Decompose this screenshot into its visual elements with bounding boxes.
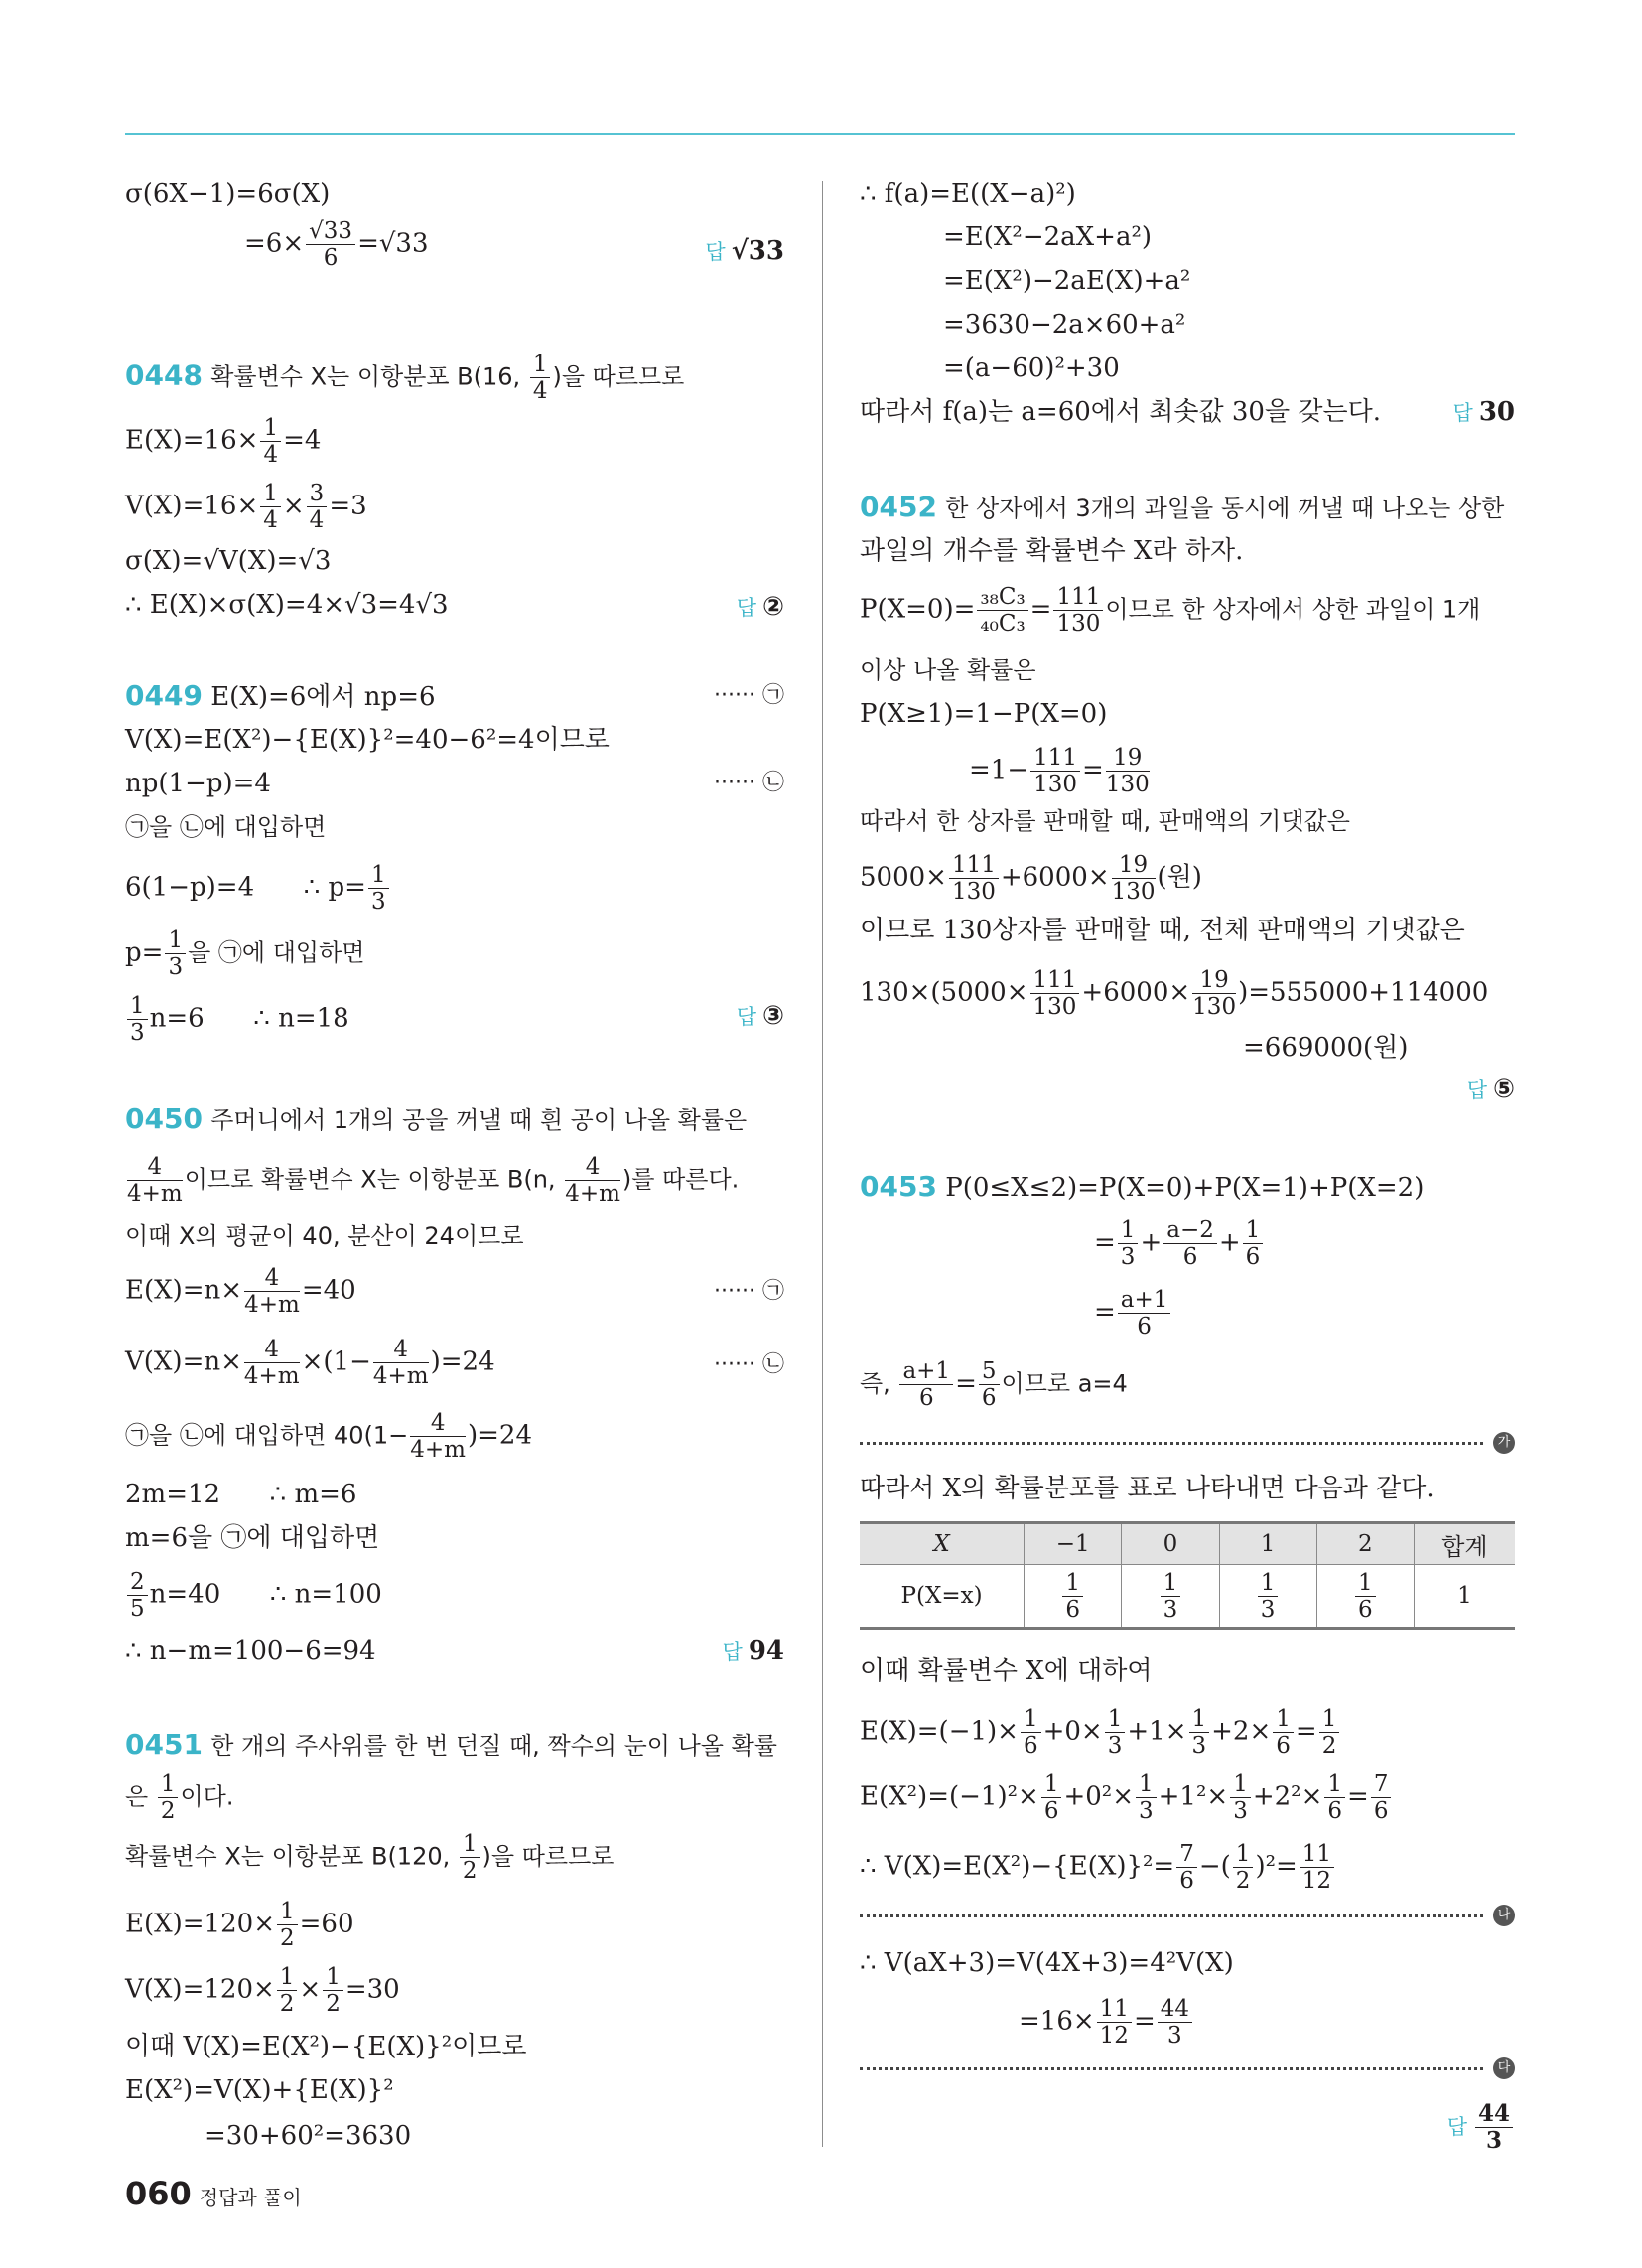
table-header: 0 [1122,1523,1219,1565]
p451-r6: 따라서 f(a)는 a=60에서 최솟값 30을 갖는다. [860,397,1381,427]
p450-mark-b: ······ ㉡ [714,1352,784,1377]
table-cell: $\frac{1}{6}$ [1025,1565,1122,1629]
p449-mark-b: ······ ㉡ [714,771,784,795]
p451-r3: =E(X²)−2aE(X)+a² [943,266,1191,296]
p451-r2: =E(X²−2aX+a²) [943,222,1153,252]
p451-line2: 은 $\frac{1}{2}$ 이다. [125,1772,234,1824]
p453-line4: 즉, $\frac{a+1}{6}$ = $\frac{5}{6}$ 이므로 a=4 [860,1358,1128,1411]
p448-intro: 0448 확률변수 X는 이항분포 B(16, $\frac{1}{4}$ )을 따르므로 [125,352,685,404]
p451-line8: =30+60²=3630 [205,2121,412,2151]
step-badge: 다 [1493,2057,1515,2079]
table-row [860,1565,1515,1629]
p449-line2: V(X)=E(X²)−{E(X)}²=40−6²=4이므로 [125,725,610,755]
column-divider [822,181,823,2147]
table-header: 합계 [1414,1523,1515,1565]
p452-line4: 이상 나올 확률은 [860,656,1036,684]
p452-line6: =1− $\frac{111}{130}$ = $\frac{19}{130}$ [969,745,1150,797]
p448-sigma: σ(X)=√V(X)=√3 [125,546,332,576]
p452-answer: 답 ⑤ [1466,1074,1515,1104]
p453-line6: 이때 확률변수 X에 대하여 [860,1656,1153,1686]
table-header: X [860,1523,1025,1565]
p451-intro: 0451 한 개의 주사위를 한 번 던질 때, 짝수의 눈이 나올 확률 [125,1728,777,1761]
table-header: 2 [1316,1523,1414,1565]
p452-line10: 130×(5000× $\frac{111}{130}$ +6000× $\frac{19}{130}$ )=555000+114000 [860,967,1489,1020]
p451-r5: =(a−60)²+30 [943,354,1120,383]
dotted-separator [860,1914,1483,1917]
p452-line8: 5000× $\frac{111}{130}$ +6000× $\frac{19}{130}$ (원) [860,852,1202,905]
p453-final1: ∴ V(aX+3)=V(4X+3)=4²V(X) [860,1948,1234,1978]
table-cell: P(X=x) [860,1565,1025,1629]
p447-line1: σ(6X−1)=6σ(X) [125,179,331,209]
page-number: 060 [125,2175,192,2212]
p451-answer: 답 30 [1452,397,1515,427]
p451-r1: ∴ f(a)=E((X−a)²) [860,179,1076,209]
p452-line3: P(X=0)= $\frac{\text{₃₈C₃}}{\text{₄₀C₃}}$ = $\frac{111}{130}$ 이므로 한 상자에서 상한 과일이 1개 [860,584,1481,637]
p449-line4: ㉠을 ㉡에 대입하면 [125,813,327,841]
p453-final2: =16× $\frac{11}{12}$ = $\frac{44}{3}$ [1019,1996,1194,2049]
p450-mark-a: ······ ㉠ [714,1279,784,1304]
p453-line1: 0453 P(0≤X≤2)=P(X=0)+P(X=1)+P(X=2) [860,1170,1425,1203]
table-cell: $\frac{1}{6}$ [1316,1565,1414,1629]
p450-intro: 0450 주머니에서 1개의 공을 꺼낼 때 흰 공이 나올 확률은 [125,1102,748,1135]
p453-line5: 따라서 X의 확률분포를 표로 나타내면 다음과 같다. [860,1474,1435,1503]
p453-expectation: E(X)=(−1)× $\frac{1}{6}$ +0× $\frac{1}{3}$ +1× $\frac{1}{3}$ +2× $\frac{1}{6}$ = $\frac{1}{2}$ [860,1706,1341,1759]
table-header: 1 [1219,1523,1316,1565]
p450-line2: 이때 X의 평균이 40, 분산이 24이므로 [125,1222,524,1250]
p453-line3: = $\frac{a+1}{6}$ [1094,1287,1172,1340]
probability-table [860,1521,1515,1630]
page-footer [125,2175,302,2212]
p451-r4: =3630−2a×60+a² [943,310,1186,340]
p451-expectation: E(X)=120× $\frac{1}{2}$ =60 [125,1899,354,1951]
p452-line9: 이므로 130상자를 판매할 때, 전체 판매액의 기댓값은 [860,916,1465,945]
table-cell: 1 [1414,1565,1515,1629]
p452-intro: 0452 한 상자에서 3개의 과일을 동시에 꺼낼 때 나오는 상한 [860,491,1505,523]
p450-result: ∴ n−m=100−6=94 [125,1636,376,1666]
p449-line6: p= $\frac{1}{3}$ 을 ㉠에 대입하면 [125,927,365,980]
p449-mark-a: ······ ㉠ [714,683,784,708]
p448-result: ∴ E(X)×σ(X)=4×√3=4√3 [125,590,449,620]
p451-line7: E(X²)=V(X)+{E(X)}² [125,2075,394,2105]
p453-answer: 답 $\frac{44}{3}$ [1447,2101,1515,2154]
p450-line7: $\frac{2}{5}$ n=40 ∴ n=100 [125,1569,382,1622]
table-header: −1 [1025,1523,1122,1565]
step-badge: 나 [1493,1905,1515,1926]
p450-answer: 답 94 [722,1636,784,1666]
p453-second-moment: E(X²)=(−1)²× $\frac{1}{6}$ +0²× $\frac{1}{3}$ +1²× $\frac{1}{3}$ +2²× $\frac{1}{6}$ = $\frac{7}{6}$ [860,1772,1393,1824]
p451-line6: 이때 V(X)=E(X²)−{E(X)}²이므로 [125,2032,527,2061]
p447-answer: 답 √33 [705,236,784,266]
p447-line2: =6× $\frac{√33}{6}$ =√33 [244,218,429,271]
p448-answer: 답 ② [736,592,784,622]
header-rule [125,133,1515,135]
table-cell: $\frac{1}{3}$ [1219,1565,1316,1629]
footer-title: 정답과 풀이 [199,2186,302,2209]
table-cell: $\frac{1}{3}$ [1122,1565,1219,1629]
p450-variance: V(X)=n× $\frac{4}{4+m}$ ×(1− $\frac{4}{4+m}$ )=24 [125,1337,495,1389]
p449-line5: 6(1−p)=4 ∴ p= $\frac{1}{3}$ [125,862,391,915]
problem-number: 0448 [125,358,203,392]
p452-line7: 따라서 한 상자를 판매할 때, 판매액의 기댓값은 [860,807,1350,835]
p449-line7: $\frac{1}{3}$ n=6 ∴ n=18 [125,993,349,1046]
p450-line5: 2m=12 ∴ m=6 [125,1480,357,1509]
dotted-separator [860,2067,1483,2070]
p449-line1: 0449 E(X)=6에서 np=6 [125,679,436,712]
p450-substitute: ㉠을 ㉡에 대입하면 40(1− $\frac{4}{4+m}$ )=24 [125,1410,533,1463]
p452-line11: =669000(원) [1243,1033,1409,1063]
p450-line1: $\frac{4}{4+m}$ 이므로 확률변수 X는 이항분포 B(n, $\frac{4}{4+m}$ )를 따른다. [127,1154,740,1206]
p448-expectation: E(X)=16× $\frac{1}{4}$ =4 [125,415,322,468]
p449-answer: 답 ③ [736,1001,784,1031]
p450-expectation: E(X)=n× $\frac{4}{4+m}$ =40 [125,1265,356,1318]
dotted-separator [860,1442,1483,1445]
p453-line2: = $\frac{1}{3}$ + $\frac{a-2}{6}$ + $\frac{1}{6}$ [1094,1217,1265,1270]
p449-line3: np(1−p)=4 [125,769,271,798]
p452-line5: P(X≥1)=1−P(X=0) [860,699,1108,729]
p451-variance: V(X)=120× $\frac{1}{2}$ × $\frac{1}{2}$ =30 [125,1964,400,2017]
p448-variance: V(X)=16× $\frac{1}{4}$ × $\frac{3}{4}$ =3 [125,481,367,533]
p452-line2: 과일의 개수를 확률변수 X라 하자. [860,536,1244,566]
step-badge: 가 [1493,1432,1515,1454]
p453-variance: ∴ V(X)=E(X²)−{E(X)}²= $\frac{7}{6}$ −( $\frac{1}{2}$ )²= $\frac{11}{12}$ [860,1841,1336,1894]
p450-line6: m=6을 ㉠에 대입하면 [125,1523,380,1553]
p451-line3: 확률변수 X는 이항분포 B(120, $\frac{1}{2}$ )을 따르므로 [125,1831,615,1884]
